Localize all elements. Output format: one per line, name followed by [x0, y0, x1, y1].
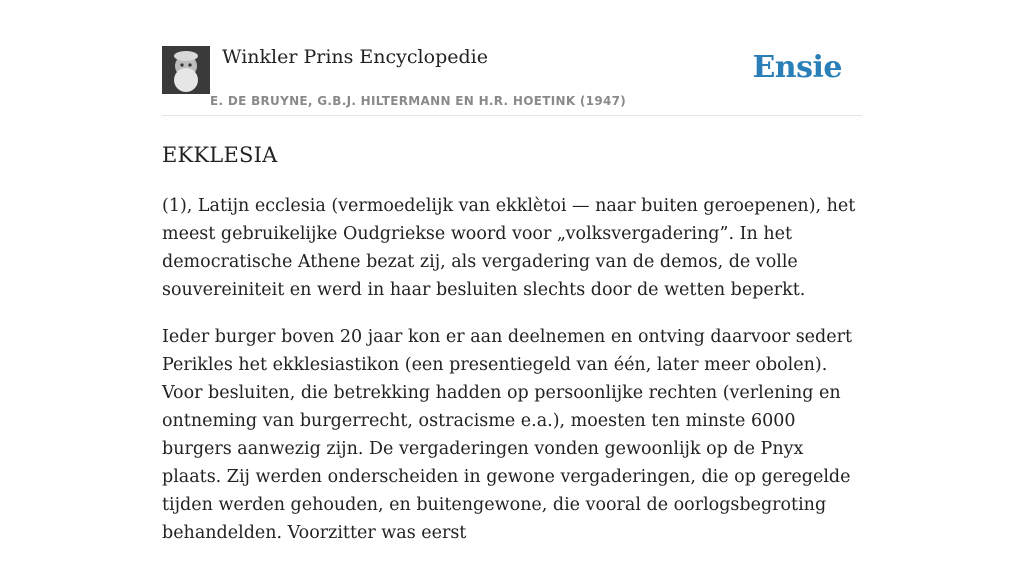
article	[162, 140, 862, 566]
source-authors: E. DE BRUYNE, G.B.J. HILTERMANN EN H.R. HOETINK (1947)	[210, 94, 627, 108]
article-paragraph: Ieder burger boven 20 jaar kon er aan deelnemen en ontving daarvoor sedert Perikles het ekklesiastikon (een presentiegeld van één, later meer obolen). Voor besluiten, die betrekking hadden op persoonlijke rechten (verlening en ontneming van burgerrecht, ostracisme e.a.), moesten ten minste 6000 burgers aanwezig zijn. De vergaderingen vonden gewoonlijk op de Pnyx plaats. Zij werden onderscheiden in gewone vergaderingen, die op geregelde tijden werden gehouden, en buitengewone, die vooral de oorlogsbegroting behandelden. Voorzitter was eerst	[162, 327, 852, 543]
ensie-logo[interactable]: Ensie	[752, 50, 842, 85]
source-header	[162, 46, 862, 116]
article-paragraph: (1), Latijn ecclesia (vermoedelijk van ekklètoi — naar buiten geroepenen), het meest gebruikelijke Oudgriekse woord voor „volksvergadering”. In het democratische Athene bezat zij, als vergadering van de demos, de volle souvereiniteit en werd in haar besluiten slechts door de wetten beperkt.	[162, 196, 856, 300]
avatar[interactable]	[162, 46, 210, 94]
portrait-photo-icon	[162, 46, 210, 94]
header-divider	[162, 115, 862, 116]
article-headword: EKKLESIA	[162, 143, 278, 167]
source-title[interactable]: Winkler Prins Encyclopedie	[222, 46, 488, 68]
